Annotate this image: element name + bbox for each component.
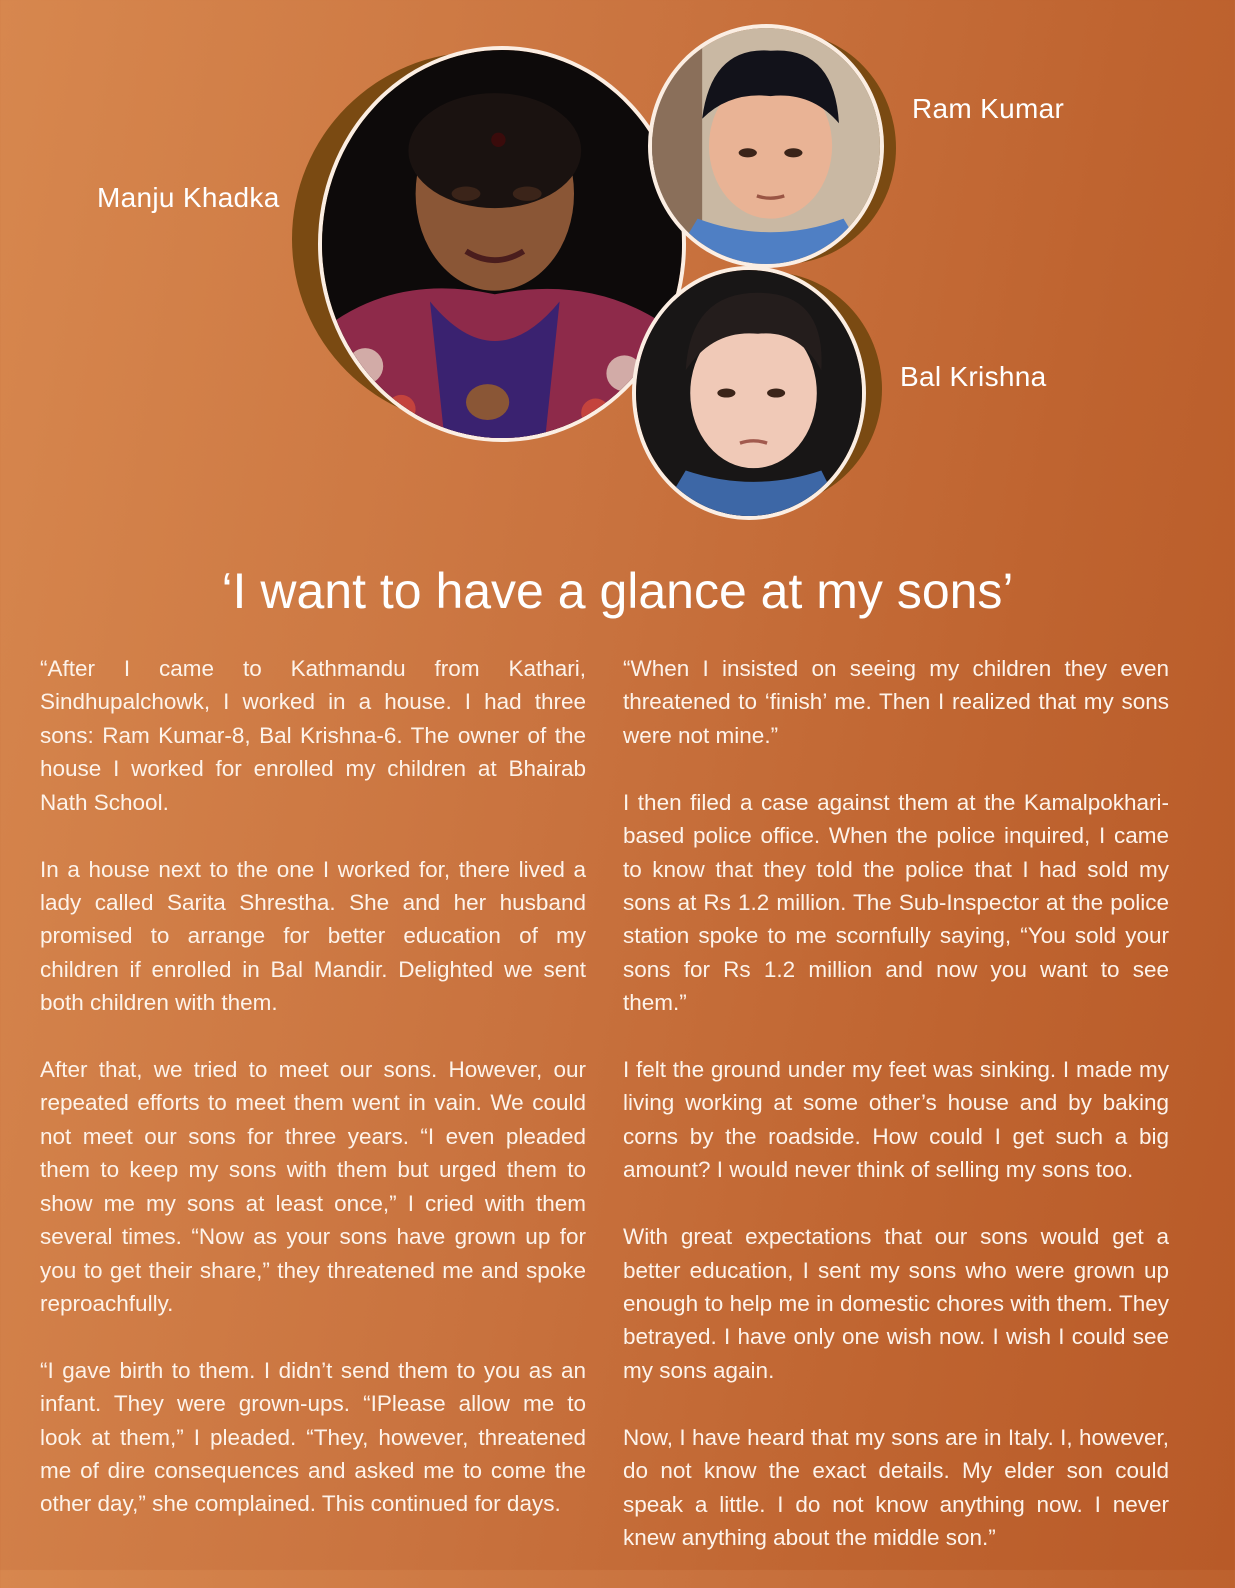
right-column: [623, 652, 1169, 1588]
son1-portrait-illustration: [652, 28, 880, 264]
son1-name-label: Ram Kumar: [912, 93, 1065, 124]
paragraph: With great expectations that our sons would get a better education, I sent my sons who were grown up enough to help me in domestic chores with them. They betrayed. I have only one wish now. I wish I could see my sons again.: [623, 1224, 1169, 1383]
mother-photo: [318, 46, 686, 442]
paragraph: I then filed a case against them at the Kamalpokhari-based police office. When the police inquired, I came to know that they told the police that I had sold my sons at Rs 1.2 million. The Sub-Inspector at the police station spoke to me scornfully saying, “You sold your sons for Rs 1.2 million and now you want to see them.”: [623, 789, 1169, 1016]
paragraph: “When I insisted on seeing my children they even threatened to ‘finish’ me. Then I realized that my sons were not mine.”: [623, 656, 1169, 748]
mother-name-label: Manju Khadka: [97, 182, 280, 213]
son1-photo: [648, 24, 884, 268]
son2-name-label: Bal Krishna: [900, 361, 1047, 392]
left-column: [40, 652, 586, 1554]
paragraph: Now, I have heard that my sons are in Italy. I, however, do not know the exact details. My elder son could speak a little. I do not know anything now. I never knew anything about the middle son.”: [623, 1424, 1169, 1550]
paragraph: “After I came to Kathmandu from Kathari, Sindhupalchowk, I worked in a house. I had three sons: Ram Kumar-8, Bal Krishna-6. The owner of the house I worked for enrolled my children at Bhairab Nath School.: [40, 656, 586, 815]
paragraph: In a house next to the one I worked for, there lived a lady called Sarita Shrestha. She and her husband promised to arrange for better education of my children if enrolled in Bal Mandir. Delighted we sent both children with them.: [40, 856, 586, 1016]
son2-portrait-illustration: [636, 270, 862, 516]
paragraph: “I gave birth to them. I didn’t send them to you as an infant. They were grown-ups. “IPlease allow me to look at them,” I pleaded. “They, however, threatened me of dire consequences and asked me to come the other day,” she complained. This continued for days.: [40, 1357, 586, 1517]
mother-portrait-illustration: [322, 50, 682, 438]
article-headline: ‘I want to have a glance at my sons’: [221, 563, 1014, 619]
son2-photo: [632, 266, 866, 520]
paragraph: After that, we tried to meet our sons. However, our repeated efforts to meet them went in vain. We could not meet our sons for three years. “I even pleaded them to keep my sons with them but urged them to show me my sons at least once,” I cried with them several times. “Now as your sons have grown up for you to get their share,” they threatened me and spoke reproachfully.: [40, 1057, 586, 1316]
paragraph: I felt the ground under my feet was sinking. I made my living working at some other’s house and by baking corns by the roadside. How could I get such a big amount? I would never think of selling my sons too.: [623, 1057, 1169, 1183]
